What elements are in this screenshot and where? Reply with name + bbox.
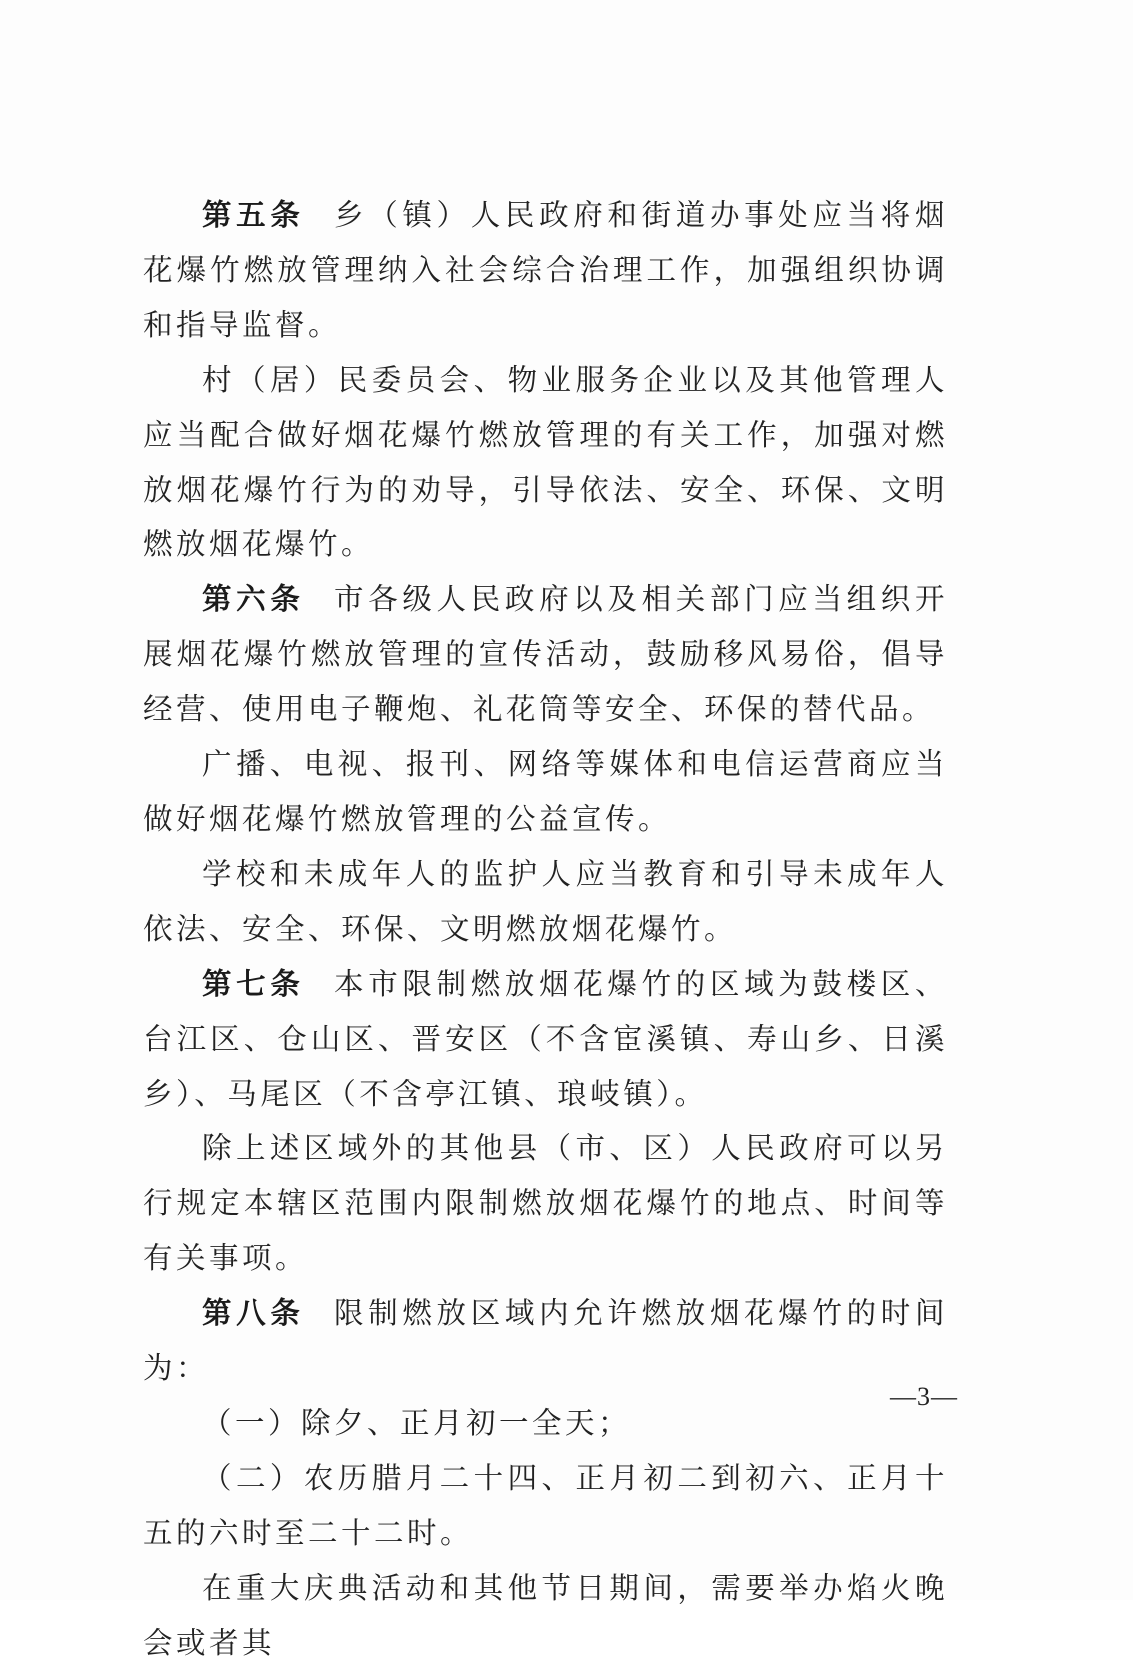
article-label: 第八条: [202, 1296, 305, 1331]
paragraph: [143, 353, 948, 573]
paragraph-article-5: [143, 188, 948, 353]
paragraph-text: 本市限制燃放烟花爆竹的区域为鼓楼区、台江区、仓山区、晋安区（不含宦溪镇、寿山乡、日溪乡）、马尾区（不含亭江镇、琅岐镇）。: [143, 966, 948, 1111]
paragraph-article-6: [143, 572, 948, 737]
list-item: [143, 1451, 948, 1561]
paragraph-text: 在重大庆典活动和其他节日期间，需要举办焰火晚会或者其: [143, 1570, 948, 1660]
paragraph-text: （二）农历腊月二十四、正月初二到初六、正月十五的六时至二十二时。: [143, 1460, 948, 1550]
paragraph-article-7: [143, 957, 948, 1122]
paragraph-text: 学校和未成年人的监护人应当教育和引导未成年人依法、安全、环保、文明燃放烟花爆竹。: [143, 856, 948, 946]
paragraph-text: 乡（镇）人民政府和街道办事处应当将烟花爆竹燃放管理纳入社会综合治理工作，加强组织协调和指导监督。: [143, 198, 948, 342]
paragraph-article-8: [143, 1286, 948, 1396]
regulation-text: [143, 188, 948, 1670]
paragraph-text: （一）除夕、正月初一全天；: [202, 1405, 632, 1440]
paragraph-text: 市各级人民政府以及相关部门应当组织开展烟花爆竹燃放管理的宣传活动，鼓励移风易俗，倡导经营、使用电子鞭炮、礼花筒等安全、环保的替代品。: [143, 582, 948, 727]
paragraph: [143, 737, 948, 847]
paragraph: [143, 1561, 948, 1670]
page-number: —3—: [890, 1382, 958, 1411]
article-label: 第六条: [202, 582, 305, 617]
paragraph: [143, 847, 948, 957]
article-label: 第七条: [202, 966, 305, 1001]
paragraph-text: 限制燃放区域内允许燃放烟花爆竹的时间为：: [143, 1296, 948, 1386]
article-label: 第五条: [202, 198, 305, 232]
list-item: [143, 1396, 948, 1451]
paragraph-text: 除上述区域外的其他县（市、区）人民政府可以另行规定本辖区范围内限制燃放烟花爆竹的地点、时间等有关事项。: [143, 1131, 948, 1276]
paragraph: [143, 1121, 948, 1286]
paragraph-text: 村（居）民委员会、物业服务企业以及其他管理人应当配合做好烟花爆竹燃放管理的有关工作，加强对燃放烟花爆竹行为的劝导，引导依法、安全、环保、文明燃放烟花爆竹。: [143, 362, 948, 562]
paragraph-text: 广播、电视、报刊、网络等媒体和电信运营商应当做好烟花爆竹燃放管理的公益宣传。: [143, 747, 948, 836]
